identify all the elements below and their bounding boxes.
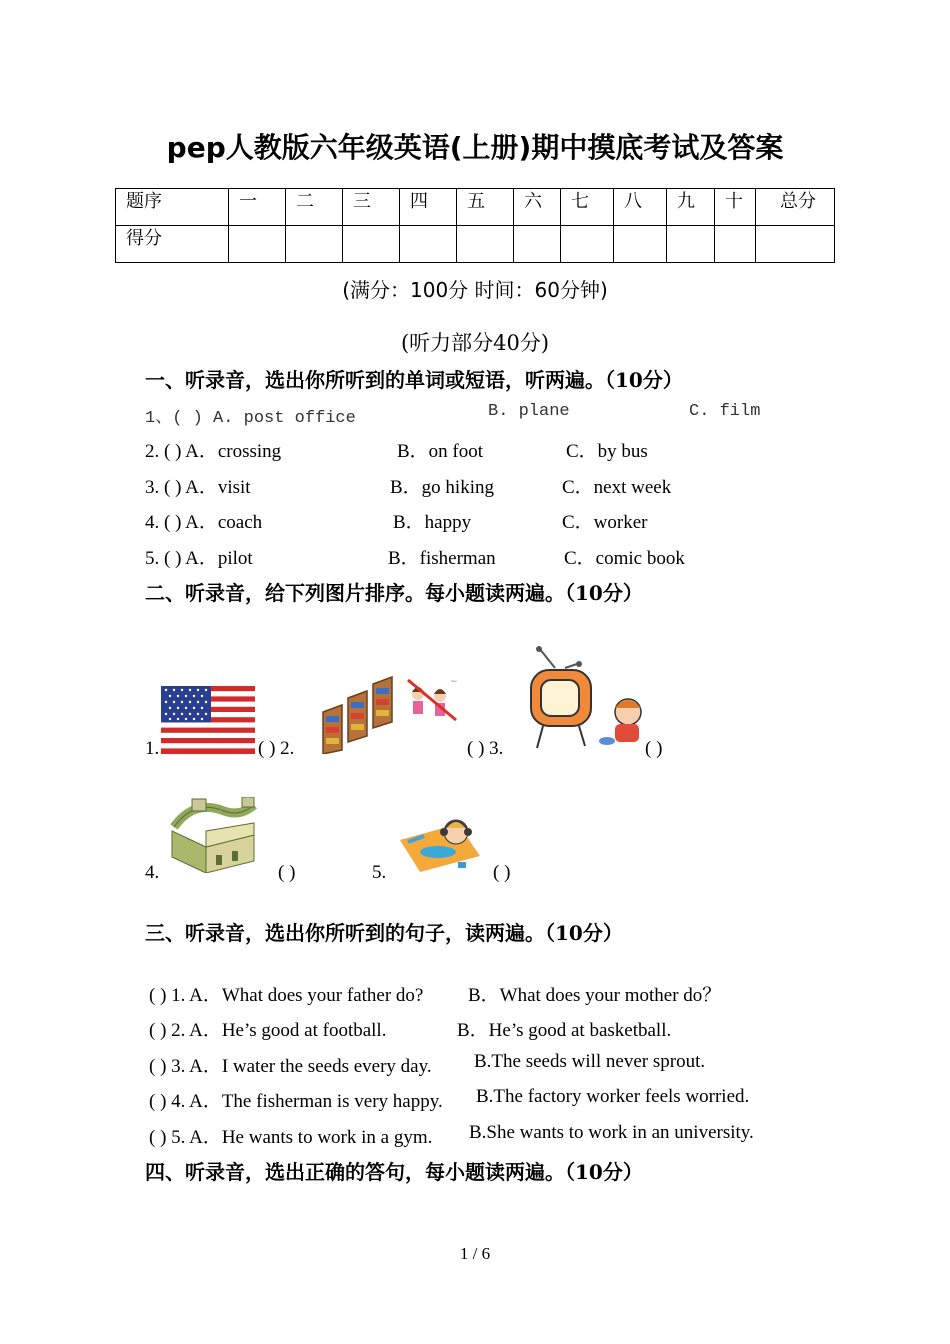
q3-c: C．next week bbox=[562, 477, 672, 498]
q2-c: C．by bus bbox=[566, 441, 648, 462]
header-cell: 四 bbox=[400, 189, 457, 226]
score-cell[interactable] bbox=[614, 226, 667, 263]
american-flag-icon bbox=[161, 686, 255, 754]
header-cell: 七 bbox=[561, 189, 614, 226]
pic4-number: 4. bbox=[145, 862, 160, 883]
header-cell: 九 bbox=[667, 189, 715, 226]
section2-heading: 二、听录音，给下列图片排序。每小题读两遍。（10分） bbox=[145, 581, 643, 605]
score-cell[interactable] bbox=[343, 226, 400, 263]
score-time-note: (满分：100分 时间：60分钟) bbox=[342, 278, 608, 302]
header-cell: 三 bbox=[343, 189, 400, 226]
s3-q5-a: ( ) 5. A．He wants to work in a gym. bbox=[149, 1127, 433, 1148]
great-wall-icon bbox=[170, 797, 262, 873]
pic5-number: 5. bbox=[372, 862, 387, 883]
pic3-blank[interactable]: ( ) bbox=[645, 738, 663, 759]
score-cell[interactable] bbox=[667, 226, 715, 263]
section1-heading: 一、听录音，选出你所听到的单词或短语，听两遍。（10分） bbox=[145, 368, 683, 392]
score-cell[interactable] bbox=[715, 226, 756, 263]
q4-a: 4. ( ) A．coach bbox=[145, 512, 263, 533]
header-cell: 八 bbox=[614, 189, 667, 226]
score-cell[interactable] bbox=[457, 226, 514, 263]
header-cell: 六 bbox=[514, 189, 561, 226]
section3-heading: 三、听录音，选出你所听到的句子，读两遍。（10分） bbox=[145, 921, 623, 945]
q1-b: B. plane bbox=[488, 402, 570, 421]
q3-b: B．go hiking bbox=[390, 477, 494, 498]
row-label: 得分 bbox=[116, 226, 229, 263]
q5-b: B．fisherman bbox=[388, 548, 496, 569]
s3-q3-b: B.The seeds will never sprout. bbox=[474, 1051, 706, 1072]
s3-q1-a: ( ) 1. A．What does your father do? bbox=[149, 985, 424, 1006]
listening-heading: (听力部分40分) bbox=[400, 331, 550, 355]
s3-q2-a: ( ) 2. A．He’s good at football. bbox=[149, 1020, 387, 1041]
table-row bbox=[116, 226, 835, 263]
score-cell[interactable] bbox=[400, 226, 457, 263]
q2-a: 2. ( ) A．crossing bbox=[145, 441, 282, 462]
s3-q3-a: ( ) 3. A．I water the seeds every day. bbox=[149, 1056, 432, 1077]
page-title: pep人教版六年级英语(上册)期中摸底考试及答案 bbox=[166, 131, 784, 164]
pic5-blank[interactable]: ( ) bbox=[493, 862, 511, 883]
girl-listening-music-icon bbox=[398, 812, 482, 874]
header-cell: 题序 bbox=[116, 189, 229, 226]
header-cell: 二 bbox=[286, 189, 343, 226]
score-cell[interactable] bbox=[756, 226, 835, 263]
score-cell[interactable] bbox=[286, 226, 343, 263]
score-cell[interactable] bbox=[229, 226, 286, 263]
q4-c: C．worker bbox=[562, 512, 648, 533]
q3-a: 3. ( ) A．visit bbox=[145, 477, 251, 498]
score-table bbox=[115, 188, 835, 263]
svg-text:~: ~ bbox=[450, 677, 458, 687]
q4-b: B．happy bbox=[393, 512, 472, 533]
s3-q4-b: B.The factory worker feels worried. bbox=[476, 1086, 750, 1107]
pic1-number: 1. bbox=[145, 738, 160, 759]
q5-a: 5. ( ) A．pilot bbox=[145, 548, 253, 569]
pic1-blank-pic2-number[interactable]: ( ) 2. bbox=[258, 738, 295, 759]
header-cell: 一 bbox=[229, 189, 286, 226]
header-cell: 总分 bbox=[756, 189, 835, 226]
tv-watching-icon bbox=[527, 646, 647, 754]
s3-q1-b: B．What does your mother do？ bbox=[468, 985, 722, 1006]
section4-heading: 四、听录音，选出正确的答句，每小题读两遍。（10分） bbox=[145, 1160, 643, 1184]
score-cell[interactable] bbox=[514, 226, 561, 263]
s3-q5-b: B.She wants to work in an university. bbox=[469, 1122, 754, 1143]
q1-c: C. film bbox=[689, 402, 761, 421]
s3-q2-b: B．He’s good at basketball. bbox=[457, 1020, 672, 1041]
s3-q4-a: ( ) 4. A．The fisherman is very happy. bbox=[149, 1091, 443, 1112]
header-cell: 五 bbox=[457, 189, 514, 226]
q1-a: 1、( ) A. post office bbox=[145, 409, 356, 428]
pic2-blank-pic3-number[interactable]: ( ) 3. bbox=[467, 738, 504, 759]
score-cell[interactable] bbox=[561, 226, 614, 263]
pic4-blank[interactable]: ( ) bbox=[278, 862, 296, 883]
page-number: 1 / 6 bbox=[459, 1244, 491, 1263]
q2-b: B．on foot bbox=[397, 441, 484, 462]
library-bookshelves-icon bbox=[320, 672, 465, 754]
q5-c: C．comic book bbox=[564, 548, 685, 569]
header-cell: 十 bbox=[715, 189, 756, 226]
table-row bbox=[116, 189, 835, 226]
